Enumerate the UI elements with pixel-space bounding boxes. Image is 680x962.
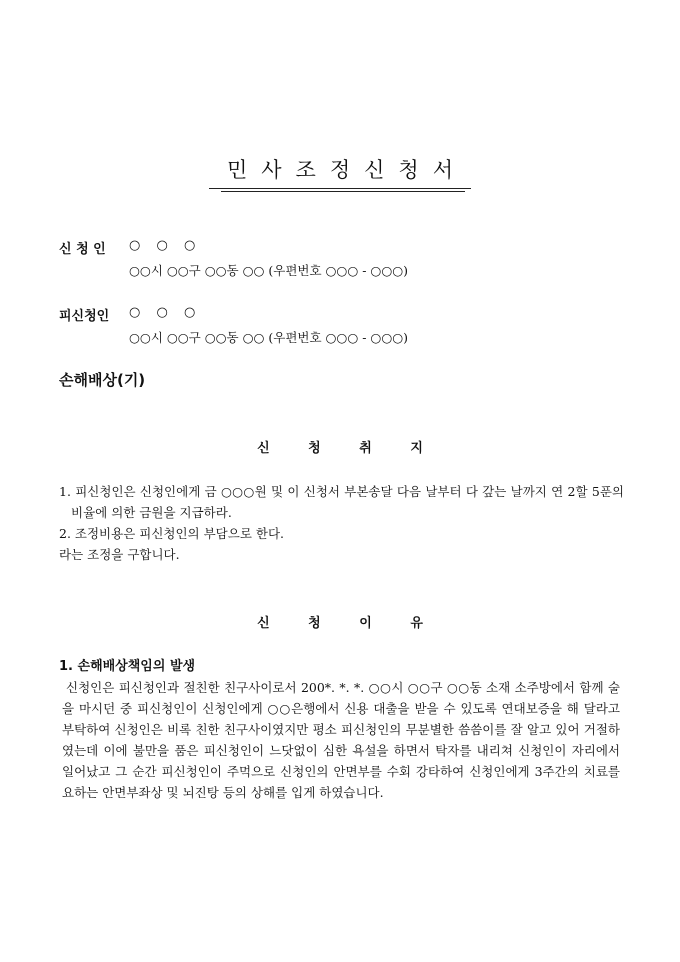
purpose-item-1: 1. 피신청인은 신청인에게 금 ○○○원 및 이 신청서 부본송달 다음 날부터 다 갚는 날까지 연 2할 5푼의 비율에 의한 금원을 지급하라.	[59, 484, 624, 520]
purpose-heading: 신 청 취 지	[257, 441, 423, 456]
document-title-block	[0, 154, 680, 192]
purpose-body	[59, 481, 624, 565]
respondent-label: 피신청인	[59, 309, 110, 324]
title-double-underline	[221, 191, 465, 192]
reasons-subheading: 1. 손해배상책임의 발생	[59, 659, 196, 674]
applicant-label: 신 청 인	[59, 242, 106, 257]
purpose-item-2: 2. 조정비용은 피신청인의 부담으로 한다.	[59, 526, 284, 541]
purpose-closing: 라는 조정을 구합니다.	[59, 547, 180, 562]
respondent-name: ○ ○ ○	[129, 305, 202, 320]
respondent-address: ○○시 ○○구 ○○동 ○○ (우편번호 ○○○ - ○○○)	[129, 330, 409, 345]
applicant-address: ○○시 ○○구 ○○동 ○○ (우편번호 ○○○ - ○○○)	[129, 263, 409, 278]
case-name: 손해배상(기)	[59, 371, 146, 389]
applicant-name: ○ ○ ○	[129, 238, 202, 253]
reasons-paragraph: 신청인은 피신청인과 절친한 친구사이로서 200*. *. *. ○○시 ○○구 ○○동 소재 소주방에서 함께 술을 마시던 중 피신청인이 신청인에게 ○○은행에서 신용 대출을 받을 수 있도록 연대보증을 해 달라고 부탁하여 신청인은 비록 친한 친구사이였지만 평소 피신청인의 무분별한 씀씀이를 잘 알고 있어 거절하였는데 이에 불만을 품은 피신청인이 느닷없이 심한 욕설을 하면서 탁자를 내리쳐 신청인이 자리에서 일어났고 그 순간 피신청인이 주먹으로 신청인의 안면부를 수회 강타하여 신청인에게 3주간의 치료를 요하는 안면부좌상 및 뇌진탕 등의 상해를 입게 하였습니다.	[62, 680, 620, 800]
document-title: 민사조정신청서	[209, 154, 471, 189]
reasons-heading: 신 청 이 유	[257, 616, 423, 631]
